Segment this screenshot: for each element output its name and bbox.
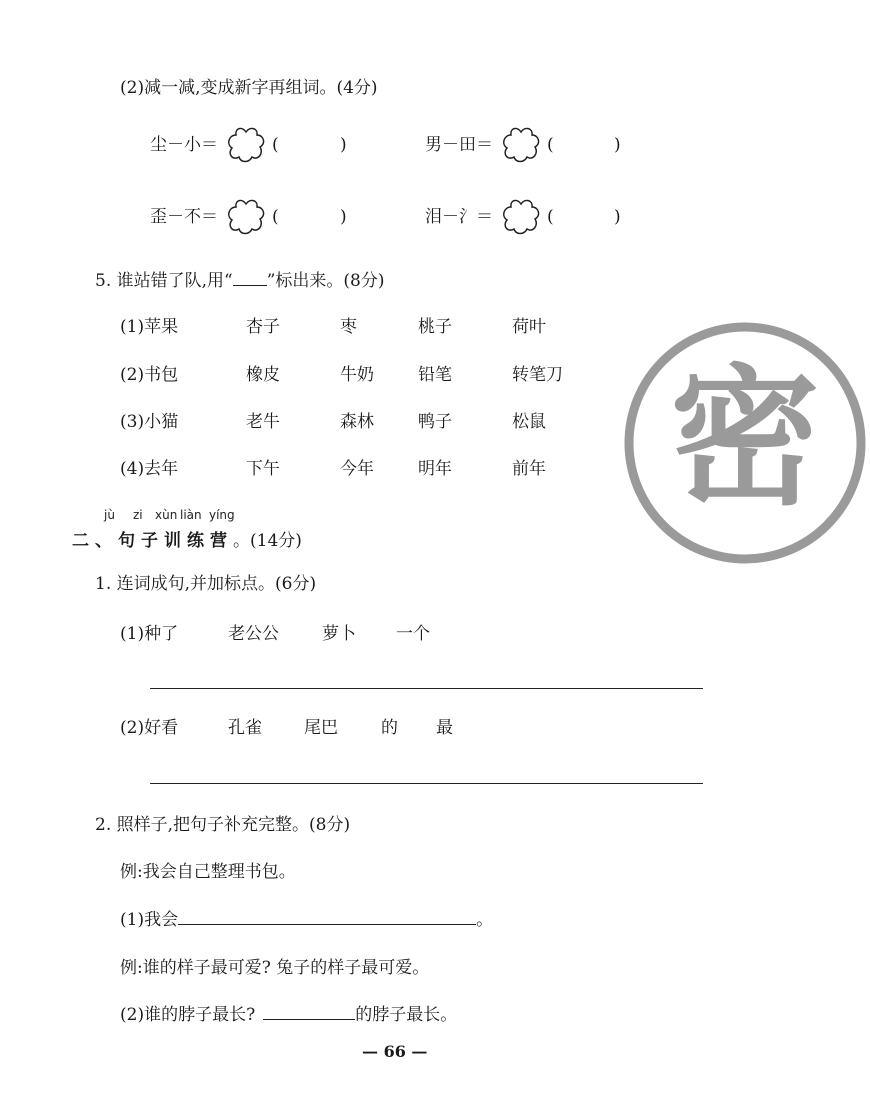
pinyin-zi: zi xyxy=(133,508,143,522)
word-cell[interactable]: 今年 xyxy=(340,459,374,479)
word-cell[interactable]: 松鼠 xyxy=(512,412,546,432)
q5-heading-pre: 5. 谁站错了队,用“ xyxy=(95,271,233,291)
pinyin-ju: jù xyxy=(104,508,115,522)
word-chip: (1)种了 xyxy=(120,624,179,644)
word-chip: 孔雀 xyxy=(228,718,262,738)
word-chip: 最 xyxy=(436,718,453,738)
word-cell[interactable]: 荷叶 xyxy=(512,317,546,337)
answer-paren-close: ) xyxy=(340,207,347,227)
word-cell[interactable]: 下午 xyxy=(246,459,280,479)
word-cell[interactable]: 森林 xyxy=(340,412,374,432)
q2-heading: 2. 照样子,把句子补充完整。(8分) xyxy=(95,815,351,835)
word-cell[interactable]: (1)苹果 xyxy=(120,317,179,337)
word-cell[interactable]: 杏子 xyxy=(246,317,280,337)
word-cell[interactable]: (4)去年 xyxy=(120,459,179,479)
fill-blank[interactable] xyxy=(178,924,476,925)
pinyin-xun: xùn xyxy=(155,508,178,522)
word-cell[interactable]: 转笔刀 xyxy=(512,365,563,385)
confidential-stamp xyxy=(620,318,870,568)
example-sentence: 例:谁的样子最可爱? 兔子的样子最可爱。 xyxy=(120,958,430,978)
word-cell[interactable]: 橡皮 xyxy=(246,365,280,385)
word-cell[interactable]: 老牛 xyxy=(246,412,280,432)
fill-blank[interactable] xyxy=(263,1019,355,1020)
fill-sentence-1 xyxy=(120,910,493,930)
fill-pre: (1)我会 xyxy=(120,910,179,930)
word-cell[interactable]: 明年 xyxy=(418,459,452,479)
word-cell[interactable]: 前年 xyxy=(512,459,546,479)
answer-line[interactable] xyxy=(150,783,703,784)
section-heading xyxy=(72,526,302,551)
example-sentence: 例:我会自己整理书包。 xyxy=(120,862,296,882)
stamp-character: 密 xyxy=(669,352,821,526)
q5-heading-post: ”标出来。(8分) xyxy=(266,271,385,291)
answer-paren-open: ( xyxy=(272,135,279,155)
flower-answer-box[interactable] xyxy=(226,124,266,164)
subtract-expression: 泪－氵＝ xyxy=(425,207,493,227)
answer-paren-open: ( xyxy=(547,207,554,227)
section-char: 营 xyxy=(210,531,233,551)
word-cell[interactable]: (2)书包 xyxy=(120,365,179,385)
pinyin-ying: yíng xyxy=(209,508,235,522)
word-chip: (2)好看 xyxy=(120,718,179,738)
answer-paren-close: ) xyxy=(614,135,621,155)
q5-heading xyxy=(95,271,385,291)
word-cell[interactable]: (3)小猫 xyxy=(120,412,179,432)
fill-sentence-2 xyxy=(120,1005,457,1025)
subtract-expression: 歪－不＝ xyxy=(150,207,218,227)
section-char: 句 xyxy=(118,531,141,551)
underline-sample xyxy=(233,285,267,286)
answer-paren-close: ) xyxy=(614,207,621,227)
section-char: 练 xyxy=(187,531,210,551)
answer-paren-open: ( xyxy=(272,207,279,227)
flower-answer-box[interactable] xyxy=(226,196,266,236)
word-chip: 尾巴 xyxy=(304,718,338,738)
flower-answer-box[interactable] xyxy=(501,124,541,164)
word-cell[interactable]: 牛奶 xyxy=(340,365,374,385)
section-char: 训 xyxy=(164,531,187,551)
fill-pre: (2)谁的脖子最长? xyxy=(120,1005,256,1025)
page-number: — 66 — xyxy=(362,1042,428,1061)
word-chip: 萝卜 xyxy=(322,624,356,644)
section-suffix: 。(14分) xyxy=(233,531,302,551)
section-char: 子 xyxy=(141,531,164,551)
flower-answer-box[interactable] xyxy=(501,196,541,236)
answer-paren-open: ( xyxy=(547,135,554,155)
q4-part2-heading: (2)减一减,变成新字再组词。(4分) xyxy=(120,78,378,98)
section-prefix: 二、 xyxy=(72,531,118,551)
fill-post: 。 xyxy=(476,910,494,930)
q1-heading: 1. 连词成句,并加标点。(6分) xyxy=(95,574,317,594)
word-chip: 一个 xyxy=(396,624,430,644)
subtract-expression: 男－田＝ xyxy=(425,135,493,155)
word-chip: 的 xyxy=(381,718,398,738)
word-cell[interactable]: 鸭子 xyxy=(418,412,452,432)
subtract-expression: 尘－小＝ xyxy=(150,135,218,155)
word-cell[interactable]: 桃子 xyxy=(418,317,452,337)
fill-post: 的脖子最长。 xyxy=(355,1005,458,1025)
word-cell[interactable]: 枣 xyxy=(340,317,357,337)
answer-line[interactable] xyxy=(150,688,703,689)
answer-paren-close: ) xyxy=(340,135,347,155)
word-cell[interactable]: 铅笔 xyxy=(418,365,452,385)
word-chip: 老公公 xyxy=(228,624,279,644)
pinyin-lian: liàn xyxy=(180,508,202,522)
